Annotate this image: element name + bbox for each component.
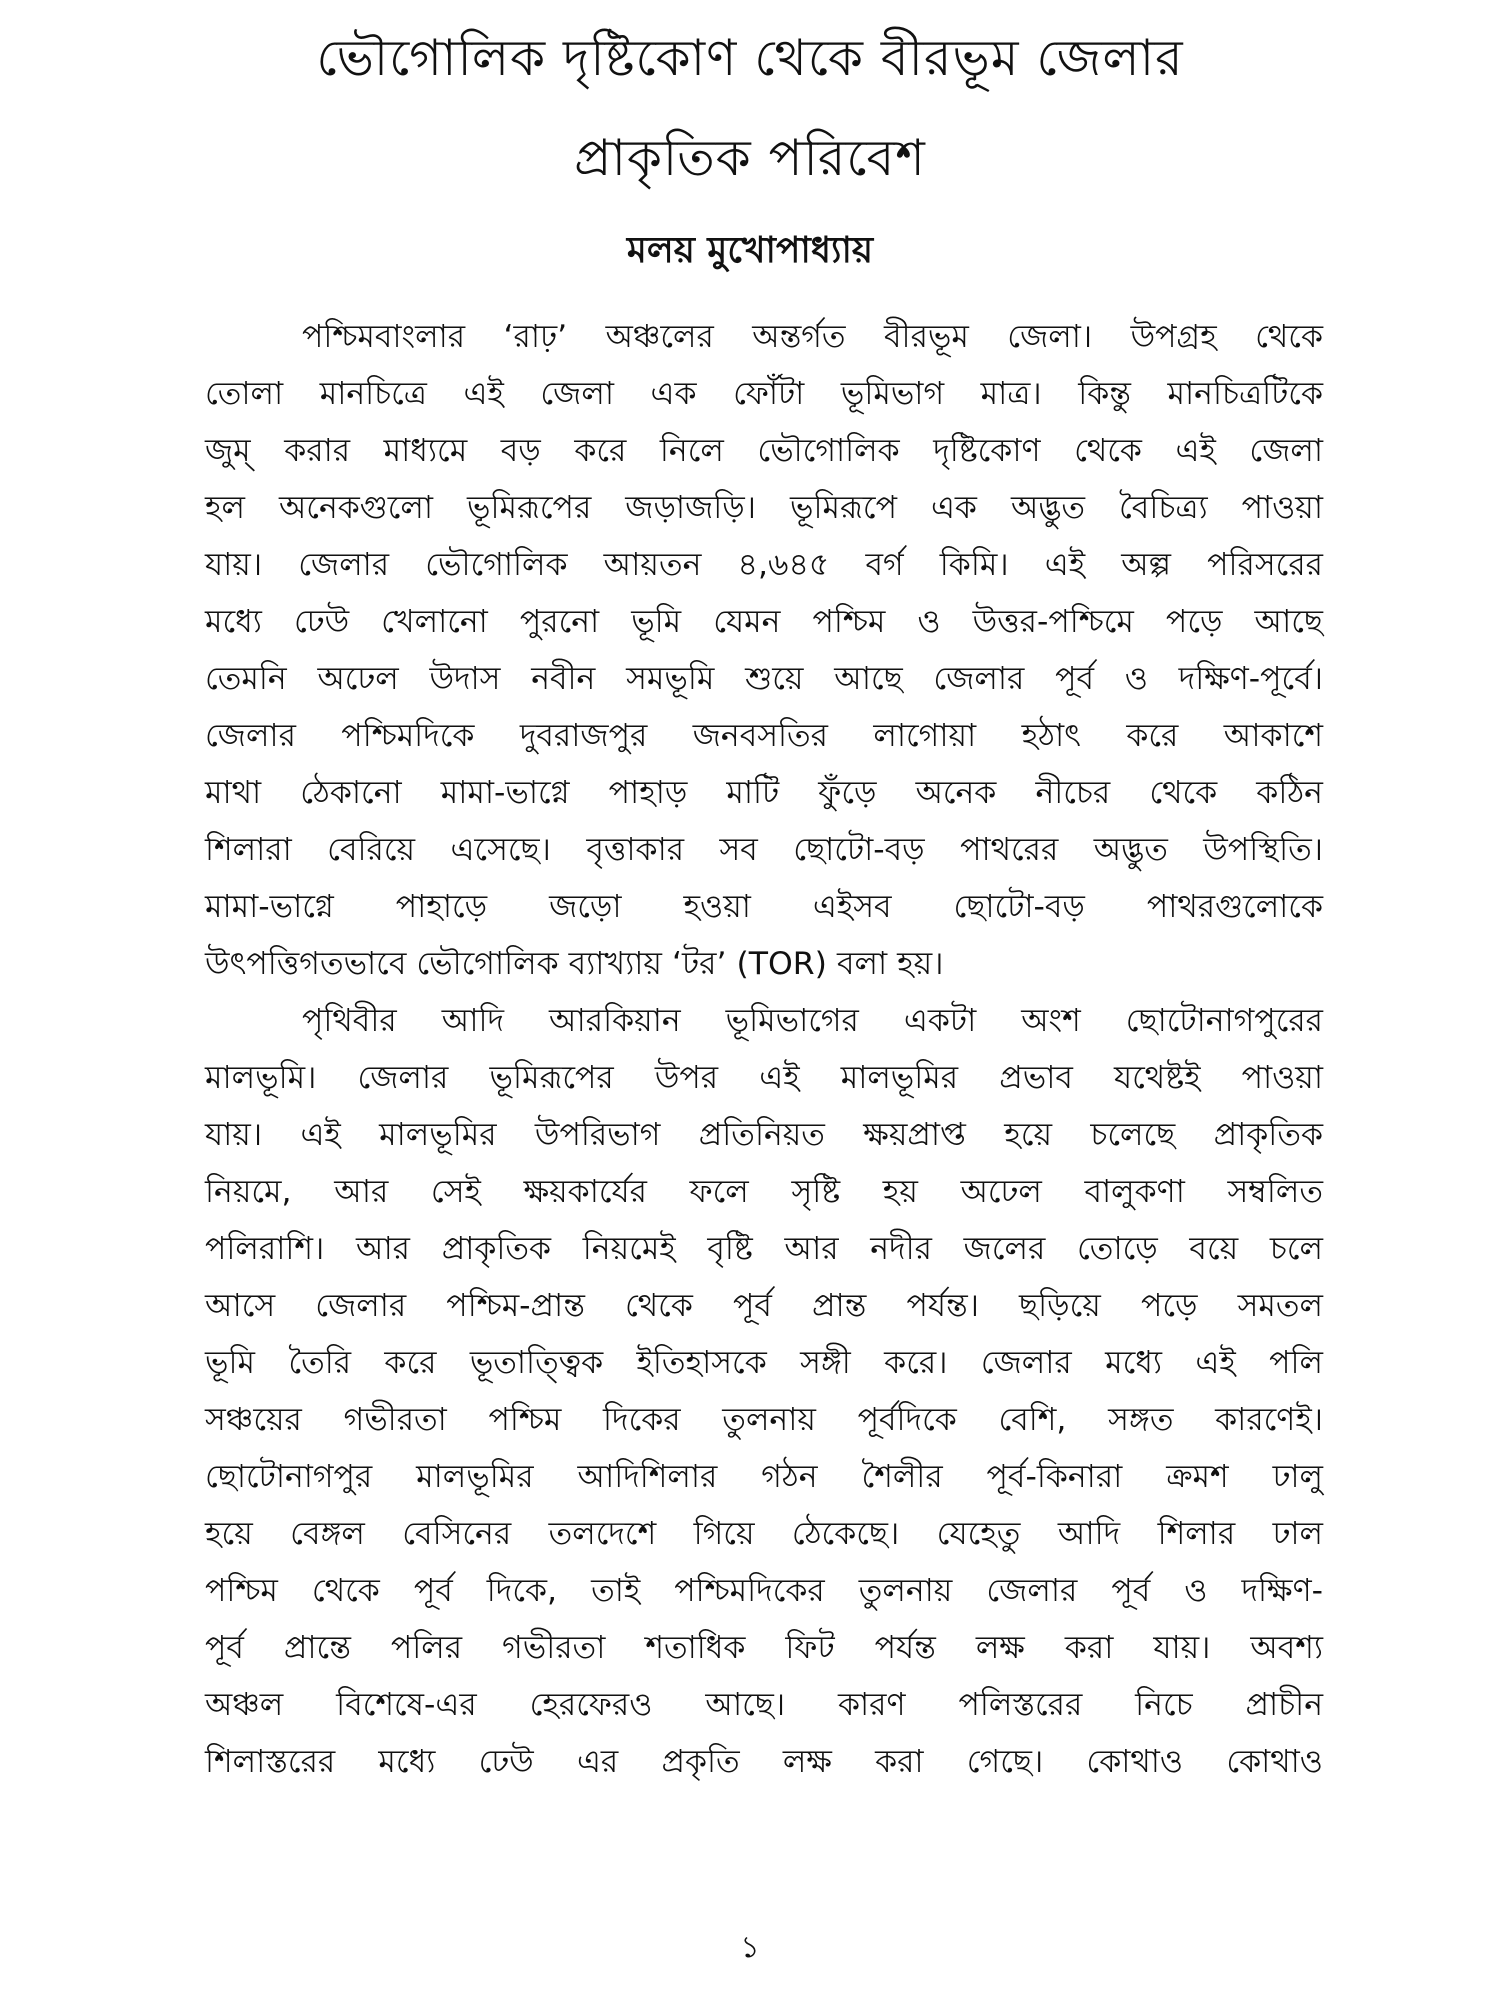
body-line: নিয়মে, আর সেই ক্ষয়কার্যের ফলে সৃষ্টি হয় অঢেল বালুকণা সম্বলিত — [205, 1174, 1323, 1210]
body-line: শিলাস্তরের মধ্যে ঢেউ এর প্রকৃতি লক্ষ করা গেছে। কোথাও কোথাও — [205, 1744, 1323, 1780]
body-line: সঞ্চয়ের গভীরতা পশ্চিম দিকের তুলনায় পূর্বদিকে বেশি, সঙ্গত কারণেই। — [205, 1402, 1323, 1438]
body-line: পশ্চিমবাংলার ‘রাঢ়’ অঞ্চলের অন্তর্গত বীরভূম জেলা। উপগ্রহ থেকে — [302, 319, 1323, 355]
body-line: উৎপত্তিগতভাবে ভৌগোলিক ব্যাখ্যায় ‘টর’ (TOR) বলা হয়। — [205, 946, 944, 982]
body-line: শিলারা বেরিয়ে এসেছে। বৃত্তাকার সব ছোটো-বড় পাথরের অদ্ভুত উপস্থিতি। — [205, 832, 1323, 868]
page-number: ১ — [740, 1930, 760, 1965]
body-line: জেলার পশ্চিমদিকে দুবরাজপুর জনবসতির লাগোয়া হঠাৎ করে আকাশে — [205, 718, 1323, 754]
body-line: মামা-ভাগ্নে পাহাড়ে জড়ো হওয়া এইসব ছোটো-বড় পাথরগুলোকে — [205, 889, 1323, 925]
article-title-line-2: প্রাকৃতিক পরিবেশ — [574, 129, 926, 187]
body-line: জুম্ করার মাধ্যমে বড় করে নিলে ভৌগোলিক দৃষ্টিকোণ থেকে এই জেলা — [205, 433, 1323, 469]
body-line: অঞ্চল বিশেষে-এর হেরফেরও আছে। কারণ পলিস্তরের নিচে প্রাচীন — [205, 1687, 1323, 1723]
body-line: তোলা মানচিত্রে এই জেলা এক ফোঁটা ভূমিভাগ মাত্র। কিন্তু মানচিত্রটিকে — [205, 376, 1323, 412]
article-title-line-1: ভৌগোলিক দৃষ্টিকোণ থেকে বীরভূম জেলার — [316, 29, 1184, 87]
body-line: মালভূমি। জেলার ভূমিরূপের উপর এই মালভূমির প্রভাব যথেষ্টই পাওয়া — [205, 1060, 1323, 1096]
body-line: হল অনেকগুলো ভূমিরূপের জড়াজড়ি। ভূমিরূপে এক অদ্ভুত বৈচিত্র্য পাওয়া — [205, 490, 1323, 526]
body-line: ভূমি তৈরি করে ভূতাত্ত্বিক ইতিহাসকে সঙ্গী করে। জেলার মধ্যে এই পলি — [205, 1345, 1323, 1381]
body-line: আসে জেলার পশ্চিম-প্রান্ত থেকে পূর্ব প্রান্ত পর্যন্ত। ছড়িয়ে পড়ে সমতল — [205, 1288, 1323, 1324]
body-line: ছোটোনাগপুর মালভূমির আদিশিলার গঠন শৈলীর পূর্ব-কিনারা ক্রমশ ঢালু — [205, 1459, 1323, 1495]
body-line: পৃথিবীর আদি আরকিয়ান ভূমিভাগের একটা অংশ ছোটোনাগপুরের — [302, 1003, 1323, 1039]
body-line: পশ্চিম থেকে পূর্ব দিকে, তাই পশ্চিমদিকের তুলনায় জেলার পূর্ব ও দক্ষিণ- — [205, 1573, 1323, 1609]
body-line: মধ্যে ঢেউ খেলানো পুরনো ভূমি যেমন পশ্চিম ও উত্তর-পশ্চিমে পড়ে আছে — [205, 604, 1323, 640]
body-line: যায়। জেলার ভৌগোলিক আয়তন ৪,৬৪৫ বর্গ কিমি। এই অল্প পরিসরের — [205, 547, 1323, 583]
body-line: যায়। এই মালভূমির উপরিভাগ প্রতিনিয়ত ক্ষয়প্রাপ্ত হয়ে চলেছে প্রাকৃতিক — [205, 1117, 1323, 1153]
body-line: তেমনি অঢেল উদাস নবীন সমভূমি শুয়ে আছে জেলার পূর্ব ও দক্ষিণ-পূর্বে। — [205, 661, 1323, 697]
body-line: পূর্ব প্রান্তে পলির গভীরতা শতাধিক ফিট পর্যন্ত লক্ষ করা যায়। অবশ্য — [205, 1630, 1323, 1666]
author-name: মলয় মুখোপাধ্যায় — [626, 230, 874, 271]
body-line: পলিরাশি। আর প্রাকৃতিক নিয়মেই বৃষ্টি আর নদীর জলের তোড়ে বয়ে চলে — [205, 1231, 1323, 1267]
body-line: মাথা ঠেকানো মামা-ভাগ্নে পাহাড় মাটি ফুঁড়ে অনেক নীচের থেকে কঠিন — [205, 775, 1323, 811]
body-line: হয়ে বেঙ্গল বেসিনের তলদেশে গিয়ে ঠেকেছে। যেহেতু আদি শিলার ঢাল — [205, 1516, 1323, 1552]
